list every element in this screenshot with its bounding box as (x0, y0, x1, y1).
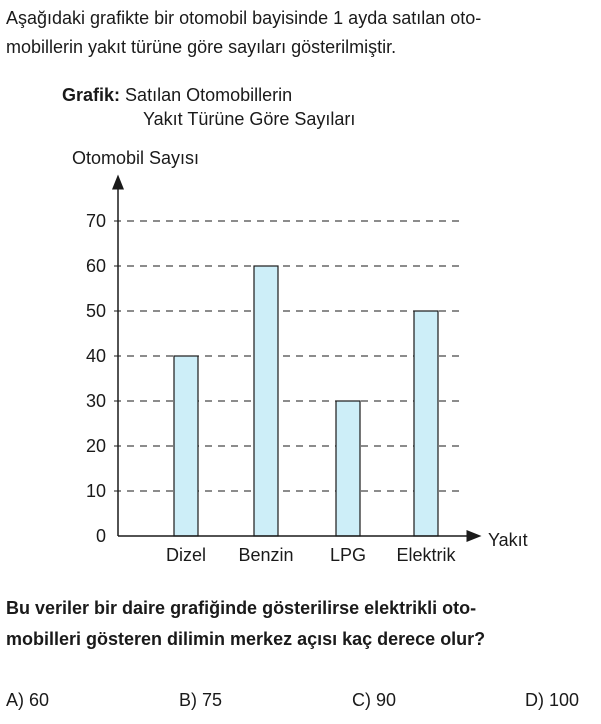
x-axis-label: Yakıt (488, 530, 528, 550)
intro-line-1: Aşağıdaki grafikte bir otomobil bayisinde 1 ayda satılan oto- (6, 8, 482, 28)
caption-line-1: Satılan Otomobillerin (125, 85, 293, 105)
option-b[interactable]: B) 75 (179, 690, 223, 710)
question-line-2: mobilleri gösteren dilimin merkez açısı kaç derece olur? (6, 629, 486, 649)
bar-benzin (254, 266, 278, 536)
option-a[interactable]: A) 60 (6, 690, 50, 710)
y-tick-label: 10 (85, 481, 106, 501)
y-tick-label: 0 (95, 526, 106, 546)
bar-elektrik (414, 311, 438, 536)
y-tick-label: 70 (85, 211, 106, 231)
bar-lpg (336, 401, 360, 536)
caption-label: Grafik: (62, 85, 121, 105)
bar-dizel (174, 356, 198, 536)
option-d[interactable]: D) 100 (525, 690, 580, 710)
x-tick-label: Benzin (238, 545, 294, 565)
question-line-1: Bu veriler bir daire grafiğinde gösterilirse elektrikli oto- (6, 598, 477, 618)
y-tick-label: 50 (85, 301, 106, 321)
y-tick-label: 60 (85, 256, 106, 276)
intro-line-2: mobillerin yakıt türüne göre sayıları gösterilmiştir. (6, 37, 397, 57)
option-c[interactable]: C) 90 (352, 690, 397, 710)
y-tick-label: 40 (85, 346, 106, 366)
y-axis-label: Otomobil Sayısı (72, 148, 200, 168)
question-text (6, 593, 598, 655)
y-tick-label: 20 (85, 436, 106, 456)
x-tick-label: Elektrik (396, 545, 456, 565)
x-tick-label: Dizel (165, 545, 207, 565)
x-tick-label: LPG (329, 545, 367, 565)
caption-line-2: Yakıt Türüne Göre Sayıları (143, 109, 356, 129)
y-tick-label: 30 (85, 391, 106, 411)
